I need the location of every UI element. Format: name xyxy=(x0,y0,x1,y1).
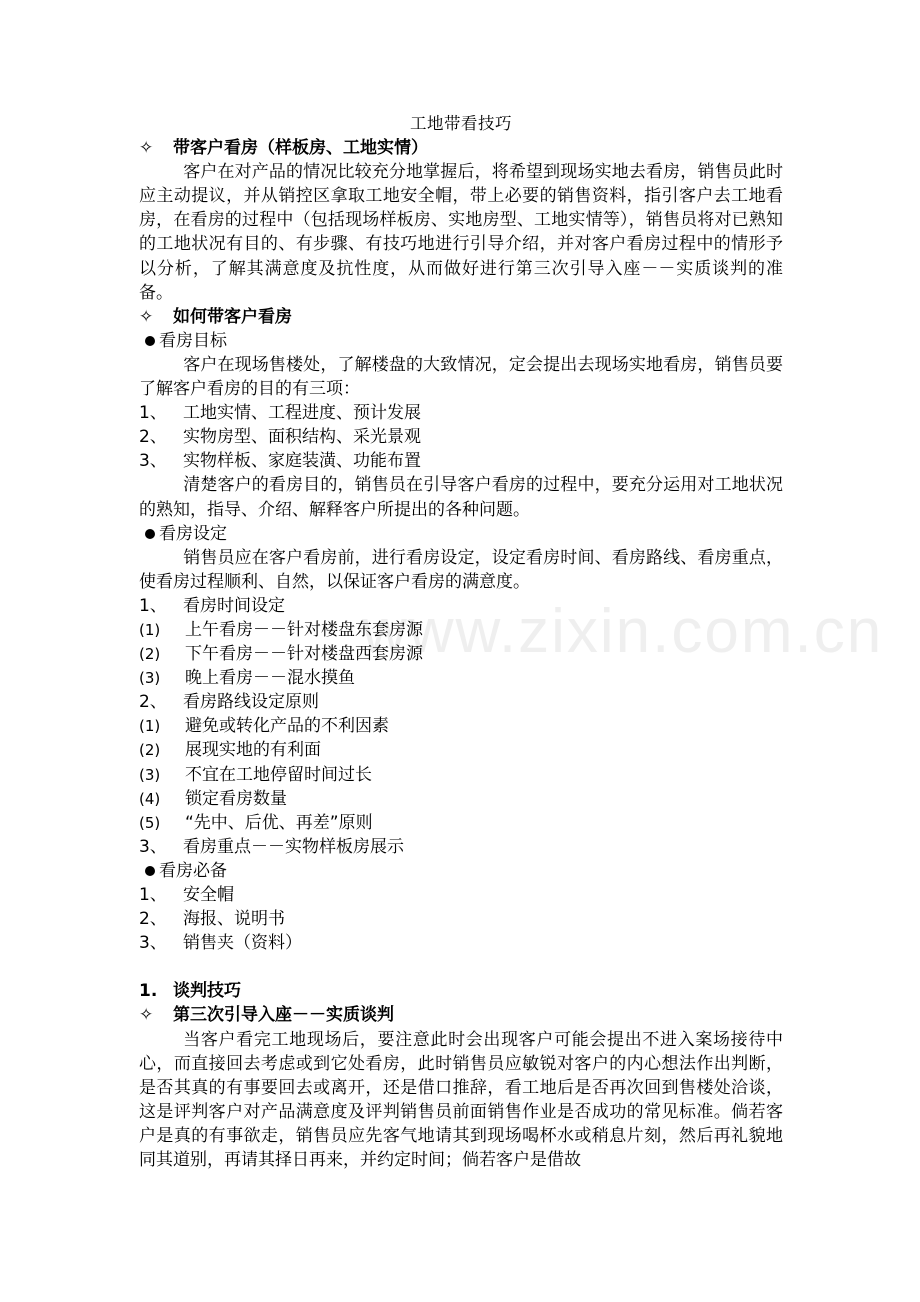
section-number: 1. xyxy=(139,981,158,1002)
subheading-setting xyxy=(139,522,783,546)
section-heading-text: 谈判技巧 xyxy=(173,981,241,1002)
sub-list-number: (2) xyxy=(139,645,161,664)
sub-list-text: 下午看房－－针对楼盘西套房源 xyxy=(185,644,423,665)
list-item xyxy=(139,594,783,618)
list-item xyxy=(139,883,783,907)
sub-list-number: (1) xyxy=(139,620,161,639)
list-text: 看房时间设定 xyxy=(183,595,285,616)
list-text: 实物房型、面积结构、采光景观 xyxy=(183,427,421,448)
list-number: 2、 xyxy=(139,692,167,713)
list-number: 3、 xyxy=(139,451,167,472)
subheading-essentials xyxy=(139,859,783,883)
sub-list-item xyxy=(139,811,783,835)
subheading-text: 看房目标 xyxy=(159,330,227,351)
list-text: 海报、说明书 xyxy=(183,909,285,930)
goal-outro: 清楚客户的看房目的，销售员在引导客户看房的过程中，要充分运用对工地状况的熟知，指导、介绍、解释客户所提出的各种问题。 xyxy=(139,475,783,520)
diamond-bullet-icon: ✧ xyxy=(139,138,154,159)
subheading-goal xyxy=(139,329,783,353)
list-number: 1、 xyxy=(139,595,167,616)
sub-list-text: 展现实地的有利面 xyxy=(185,740,321,761)
sub-list-text: 避免或转化产品的不利因素 xyxy=(185,716,389,737)
section-heading-text: 带客户看房（样板房、工地实情） xyxy=(173,138,428,159)
list-item xyxy=(139,690,783,714)
list-text: 销售夹（资料） xyxy=(183,933,302,954)
page-title: 工地带看技巧 xyxy=(410,114,512,133)
sub-list-number: (3) xyxy=(139,669,161,688)
list-number: 3、 xyxy=(139,836,167,857)
list-number: 2、 xyxy=(139,427,167,448)
sub-list-number: (1) xyxy=(139,717,161,736)
list-text: 安全帽 xyxy=(183,885,234,905)
watermark: www.zixin.com.cn xyxy=(362,597,884,666)
list-number: 2、 xyxy=(139,909,167,930)
diamond-bullet-icon: ✧ xyxy=(139,1005,154,1026)
bullet-dot-icon xyxy=(145,866,155,876)
sub-list-number: (4) xyxy=(139,789,161,808)
sub-list-item xyxy=(139,763,783,787)
list-text: 工地实情、工程进度、预计发展 xyxy=(183,403,421,424)
sub-list-number: (3) xyxy=(139,765,161,784)
list-text: 看房重点－－实物样板房展示 xyxy=(183,836,404,857)
list-item xyxy=(139,835,783,859)
section-heading-text: 第三次引导入座－－实质谈判 xyxy=(173,1005,394,1026)
sub-list-item xyxy=(139,618,783,642)
list-text: 实物样板、家庭装潢、功能布置 xyxy=(183,451,421,472)
list-item xyxy=(139,931,783,955)
list-text: 看房路线设定原则 xyxy=(183,692,319,713)
list-number: 3、 xyxy=(139,933,167,954)
section-paragraph: 客户在对产品的情况比较充分地掌握后，将希望到现场实地去看房，销售员此时应主动提议，并从销控区拿取工地安全帽，带上必要的销售资料，指引客户去工地看房，在看房的过程中（包括现场样板房、实地房型、工地实情等），销售员将对已熟知的工地状况有目的、有步骤、有技巧地进行引导介绍，并对客户看房过程中的情形予以分析，了解其满意度及抗性度，从而做好进行第三次引导入座－－实质谈判的准备。 xyxy=(139,162,783,303)
section-heading-tour xyxy=(139,136,783,160)
sub-list-item xyxy=(139,787,783,811)
sub-list-text: 晚上看房－－混水摸鱼 xyxy=(185,668,355,689)
sub-heading-third-seating xyxy=(139,1003,783,1027)
diamond-bullet-icon: ✧ xyxy=(139,306,154,327)
section-heading-how-to xyxy=(139,305,783,329)
sub-list-text: 不宜在工地停留时间过长 xyxy=(185,764,372,785)
list-number: 1、 xyxy=(139,403,167,424)
negotiation-paragraph: 当客户看完工地现场后，要注意此时会出现客户可能会提出不进入案场接待中心，而直接回去考虑或到它处看房，此时销售员应敏锐对客户的内心想法作出判断，是否其真的有事要回去或离开，还是借口推辞，看工地后是否再次回到售楼处洽谈，这是评判客户对产品满意度及评判销售员前面销售作业是否成功的常见标准。倘若客户是真的有事欲走，销售员应先客气地请其到现场喝杯水或稍息片刻，然后再礼貌地同其道别，再请其择日再来，并约定时间；倘若客户是借故 xyxy=(139,1029,783,1171)
sub-list-item xyxy=(139,642,783,666)
sub-list-item xyxy=(139,738,783,762)
sub-list-item xyxy=(139,714,783,738)
bullet-dot-icon xyxy=(145,529,155,539)
goal-intro: 客户在现场售楼处，了解楼盘的大致情况，定会提出去现场实地看房，销售员要了解客户看房的目的有三项： xyxy=(139,354,783,400)
list-item xyxy=(139,907,783,931)
sub-list-text: 上午看房－－针对楼盘东套房源 xyxy=(185,619,423,640)
sub-list-number: (5) xyxy=(139,813,161,832)
section-heading-negotiation xyxy=(139,979,783,1003)
subheading-text: 看房设定 xyxy=(159,523,227,544)
sub-list-number: (2) xyxy=(139,741,161,760)
blank-line xyxy=(139,955,783,979)
section-heading-text: 如何带客户看房 xyxy=(173,306,292,327)
sub-list-item xyxy=(139,666,783,690)
setting-intro: 销售员应在客户看房前，进行看房设定，设定看房时间、看房路线、看房重点，使看房过程顺利、自然，以保证客户看房的满意度。 xyxy=(139,547,783,592)
list-number: 1、 xyxy=(139,885,167,905)
sub-list-text: “先中、后优、再差”原则 xyxy=(185,812,373,833)
list-item xyxy=(139,425,783,449)
bullet-dot-icon xyxy=(145,336,155,346)
sub-list-text: 锁定看房数量 xyxy=(185,788,287,809)
list-item xyxy=(139,449,783,473)
subheading-text: 看房必备 xyxy=(159,860,227,881)
list-item xyxy=(139,401,783,425)
document-page xyxy=(139,112,783,1172)
